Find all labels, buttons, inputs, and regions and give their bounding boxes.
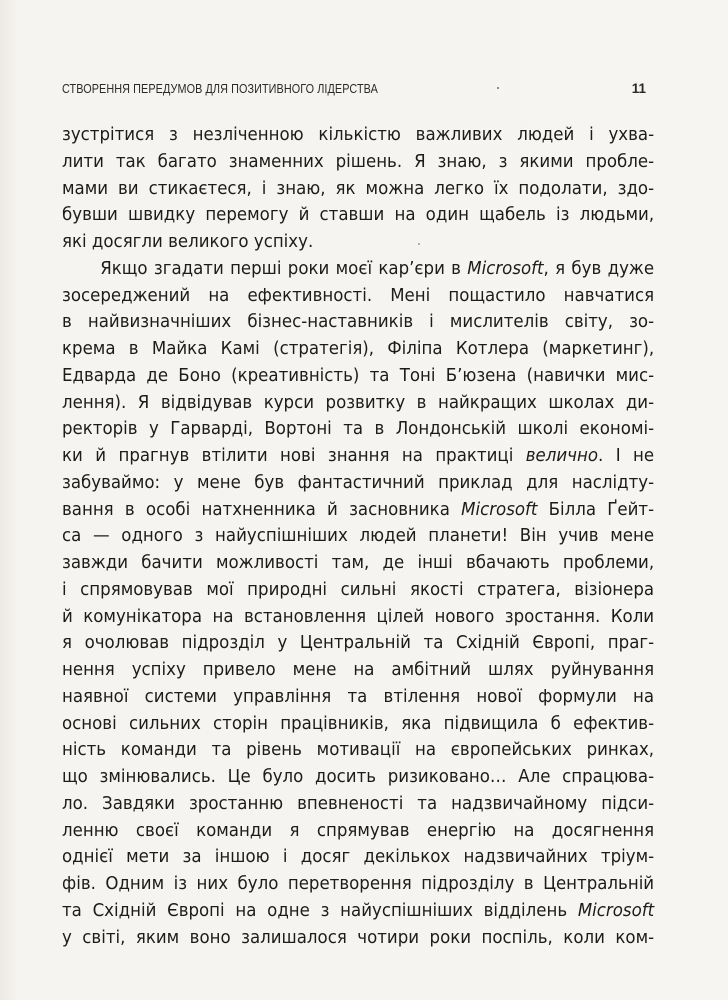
text-line	[62, 283, 654, 310]
text-line	[62, 577, 654, 604]
print-speck	[418, 243, 420, 245]
text-line	[62, 550, 654, 577]
text-line	[62, 176, 654, 203]
italic-text: Microsoft	[467, 258, 544, 279]
text-line	[62, 791, 654, 818]
text-line	[62, 256, 654, 283]
text-run: в найвизначніших бізнес-наставників і мислителів світу, зо-	[62, 312, 655, 333]
text-run: я очолював підрозділ у Центральній та Східній Європі, праг-	[62, 633, 655, 654]
text-run: лення). Я відвідував курси розвитку в найкращих школах ди-	[62, 392, 655, 413]
text-line	[62, 416, 654, 443]
text-run: Якщо згадати перші роки моєї кар’єри в	[100, 258, 468, 279]
text-run: ність команди та рівень мотивації на європейських ринках,	[62, 740, 655, 761]
text-run: у світі, яким воно залишалося чотири роки поспіль, коли ком-	[62, 927, 655, 948]
text-line	[62, 925, 654, 952]
text-line	[62, 898, 654, 925]
text-run: основі сильних сторін працівників, яка підвищила б ефектив-	[62, 713, 655, 734]
text-line	[62, 657, 654, 684]
text-run: та Східній Європі на одне з найуспішніших відділень	[62, 900, 578, 921]
text-run: , я був дуже	[543, 258, 655, 279]
text-run: ректорів у Гарварді, Вортоні та в Лондонській школі економі-	[62, 419, 655, 440]
text-run: мами ви стикаєтеся, і знаю, як можна легко їх подолати, здо-	[62, 178, 655, 199]
text-run: нення успіху привело мене на амбітний шлях руйнування	[62, 660, 655, 680]
text-line	[62, 604, 654, 631]
text-run: зосереджений на ефективності. Мені пощастило навчатися	[62, 285, 655, 306]
text-run: ленню своєї команди я спрямував енергію на досягнення	[62, 820, 655, 841]
text-run: Білла Ґейт-	[537, 499, 655, 520]
text-line	[62, 871, 654, 898]
text-line	[62, 711, 654, 738]
text-line	[62, 149, 654, 176]
text-line	[62, 363, 654, 390]
text-line	[62, 818, 654, 845]
text-run: і спрямовував мої природні сильні якості стратега, візіонера	[62, 579, 655, 600]
text-line	[62, 844, 654, 871]
text-run: завжди бачити можливості там, де інші вбачають проблеми,	[62, 553, 655, 573]
text-line	[62, 684, 654, 711]
text-run: й комунікатора на встановлення цілей нового зростання. Коли	[62, 606, 655, 627]
italic-text: Microsoft	[577, 900, 655, 921]
text-run: лити так багато знаменних рішень. Я знаю, з якими пробле-	[62, 151, 655, 172]
text-run: фів. Одним із них було перетворення підрозділу в Центральній	[62, 874, 655, 894]
text-run: . І не	[597, 446, 655, 466]
text-line	[62, 202, 654, 229]
text-line	[62, 390, 654, 417]
body-text	[62, 122, 654, 951]
text-run: зустрітися з незліченною кількістю важливих людей і ухва-	[62, 125, 655, 145]
italic-text: велично	[525, 446, 598, 466]
text-run: які досягли великого успіху.	[62, 232, 314, 252]
text-line	[62, 470, 654, 497]
text-run: бувши швидку перемогу й ставши на один щабель із людьми,	[62, 205, 655, 226]
text-line	[62, 523, 654, 550]
page-number: 11	[631, 81, 646, 96]
text-line	[62, 764, 654, 791]
text-run: що змінювались. Це було досить ризиковано… Але спрацюва-	[62, 767, 655, 787]
text-line	[62, 309, 654, 336]
text-run: наявної системи управління та втілення нової формули на	[62, 686, 655, 707]
running-header	[62, 80, 662, 104]
text-run: Едварда де Боно (креативність) та Тоні Б’юзена (навички мис-	[62, 365, 655, 386]
italic-text: Microsoft	[461, 499, 538, 520]
text-run: забуваймо: у мене був фантастичний приклад для наслідту-	[62, 472, 655, 493]
text-run: ло. Завдяки зростанню впевненості та надзвичайному підси-	[62, 793, 655, 814]
chapter-title: СТВОРЕННЯ ПЕРЕДУМОВ ДЛЯ ПОЗИТИВНОГО ЛІДЕРСТВА	[62, 82, 378, 96]
text-line	[62, 443, 654, 470]
text-line	[62, 497, 654, 524]
text-line	[62, 122, 654, 149]
print-speck	[497, 87, 499, 89]
text-line	[62, 630, 654, 657]
text-line	[62, 336, 654, 363]
text-run: крема в Майка Камі (стратегія), Філіпа Котлера (маркетинг),	[62, 339, 655, 359]
text-run: вання в особі натхненника й засновника	[62, 499, 462, 520]
text-line	[62, 737, 654, 764]
text-run: ки й прагнув втілити нові знання на практиці	[62, 446, 526, 466]
text-line	[62, 229, 654, 256]
text-run: са — одного з найуспішніших людей планети! Він учив мене	[62, 526, 655, 547]
text-run: однієї мети за іншою і досяг декількох надзвичайних тріум-	[62, 847, 655, 868]
